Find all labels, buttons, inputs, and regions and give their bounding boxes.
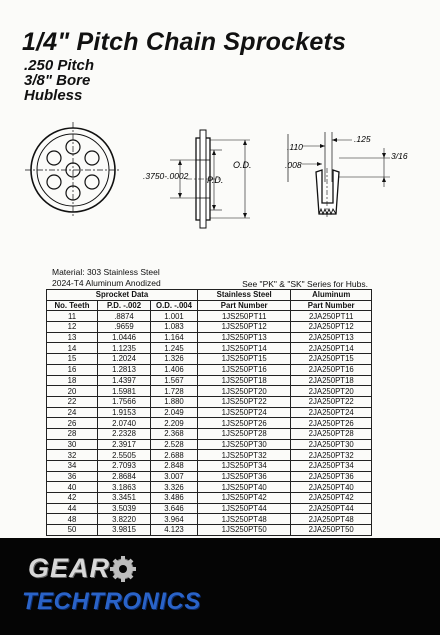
cell-al-part-number: 2JA250PT26	[291, 418, 372, 429]
table-row	[47, 396, 372, 407]
cell-teeth: 12	[47, 322, 98, 333]
table-row	[47, 482, 372, 493]
cell-teeth: 15	[47, 354, 98, 365]
cell-od: 2.688	[151, 450, 198, 461]
cell-od: 1.406	[151, 364, 198, 375]
cell-al-part-number: 2JA250PT18	[291, 375, 372, 386]
cell-ss-part-number: 1JS250PT20	[198, 386, 291, 397]
cell-al-part-number: 2JA250PT14	[291, 343, 372, 354]
sprocket-data-header: Sprocket Data	[47, 290, 198, 301]
od-label: O.D.	[233, 160, 252, 170]
cell-ss-part-number: 1JS250PT11	[198, 311, 291, 322]
tooth-detail-view	[285, 132, 408, 218]
cell-od: 2.049	[151, 407, 198, 418]
dimension-008: .008	[285, 160, 302, 170]
sprocket-front-view	[25, 122, 121, 218]
dimension-125: .125	[354, 134, 371, 144]
cell-od: 2.848	[151, 461, 198, 472]
cell-al-part-number: 2JA250PT48	[291, 514, 372, 525]
group-header-row	[47, 290, 372, 301]
cell-teeth: 16	[47, 364, 98, 375]
page-title: 1/4" Pitch Chain Sprockets	[22, 28, 347, 56]
cell-ss-part-number: 1JS250PT48	[198, 514, 291, 525]
cell-pd: .9659	[98, 322, 151, 333]
cell-al-part-number: 2JA250PT11	[291, 311, 372, 322]
cell-ss-part-number: 1JS250PT50	[198, 525, 291, 536]
cell-ss-part-number: 1JS250PT15	[198, 354, 291, 365]
col-header-od: O.D. -.004	[151, 300, 198, 311]
cell-pd: 1.5981	[98, 386, 151, 397]
cell-od: 1.164	[151, 332, 198, 343]
cell-ss-part-number: 1JS250PT13	[198, 332, 291, 343]
table-row	[47, 407, 372, 418]
table-row	[47, 322, 372, 333]
cell-teeth: 13	[47, 332, 98, 343]
cell-ss-part-number: 1JS250PT36	[198, 471, 291, 482]
table-row	[47, 525, 372, 536]
cell-ss-part-number: 1JS250PT12	[198, 322, 291, 333]
cell-al-part-number: 2JA250PT44	[291, 503, 372, 514]
cell-pd: 1.7566	[98, 396, 151, 407]
cell-pd: 1.4397	[98, 375, 151, 386]
gear-logo-icon	[110, 556, 136, 582]
cell-teeth: 32	[47, 450, 98, 461]
cell-al-part-number: 2JA250PT15	[291, 354, 372, 365]
cell-al-part-number: 2JA250PT20	[291, 386, 372, 397]
cell-pd: 1.1235	[98, 343, 151, 354]
cell-teeth: 18	[47, 375, 98, 386]
material-line-1: Material: 303 Stainless Steel	[52, 267, 160, 277]
sprocket-drawing	[0, 110, 440, 260]
cell-od: 2.209	[151, 418, 198, 429]
cell-teeth: 42	[47, 493, 98, 504]
cell-teeth: 34	[47, 461, 98, 472]
pd-label: P.D.	[207, 175, 224, 185]
dimension-110: .110	[287, 142, 303, 152]
cell-al-part-number: 2JA250PT22	[291, 396, 372, 407]
cell-od: 1.001	[151, 311, 198, 322]
sprocket-spec-table	[46, 289, 372, 536]
cell-teeth: 11	[47, 311, 98, 322]
cell-teeth: 20	[47, 386, 98, 397]
cell-od: 3.486	[151, 493, 198, 504]
aluminum-header: Aluminum	[291, 290, 372, 301]
table-row	[47, 364, 372, 375]
table-row	[47, 343, 372, 354]
cell-ss-part-number: 1JS250PT18	[198, 375, 291, 386]
table-row	[47, 428, 372, 439]
cell-al-part-number: 2JA250PT28	[291, 428, 372, 439]
cell-al-part-number: 2JA250PT16	[291, 364, 372, 375]
cell-ss-part-number: 1JS250PT24	[198, 407, 291, 418]
table-row	[47, 471, 372, 482]
material-line-2: 2024-T4 Aluminum Anodized	[52, 278, 161, 288]
sprocket-side-view	[143, 130, 252, 228]
cell-teeth: 48	[47, 514, 98, 525]
cell-pd: 2.8684	[98, 471, 151, 482]
cell-od: 2.528	[151, 439, 198, 450]
table-row	[47, 450, 372, 461]
cell-od: 1.245	[151, 343, 198, 354]
cell-pd: 1.9153	[98, 407, 151, 418]
cell-od: 1.326	[151, 354, 198, 365]
cell-pd: 3.5039	[98, 503, 151, 514]
cell-ss-part-number: 1JS250PT16	[198, 364, 291, 375]
cell-ss-part-number: 1JS250PT28	[198, 428, 291, 439]
cell-pd: 2.5505	[98, 450, 151, 461]
cell-teeth: 24	[47, 407, 98, 418]
cell-od: 2.368	[151, 428, 198, 439]
cell-ss-part-number: 1JS250PT14	[198, 343, 291, 354]
table-row	[47, 354, 372, 365]
cell-od: 1.880	[151, 396, 198, 407]
cell-ss-part-number: 1JS250PT40	[198, 482, 291, 493]
cell-al-part-number: 2JA250PT42	[291, 493, 372, 504]
cell-teeth: 28	[47, 428, 98, 439]
subtitle-pitch: .250 Pitch	[24, 57, 95, 74]
cell-ss-part-number: 1JS250PT26	[198, 418, 291, 429]
cell-al-part-number: 2JA250PT30	[291, 439, 372, 450]
table-row	[47, 439, 372, 450]
cell-teeth: 22	[47, 396, 98, 407]
cell-od: 1.083	[151, 322, 198, 333]
cell-od: 1.567	[151, 375, 198, 386]
cell-pd: 2.2328	[98, 428, 151, 439]
cell-ss-part-number: 1JS250PT44	[198, 503, 291, 514]
cell-al-part-number: 2JA250PT13	[291, 332, 372, 343]
cell-ss-part-number: 1JS250PT42	[198, 493, 291, 504]
cell-pd: 2.0740	[98, 418, 151, 429]
col-header-pd: P.D. -.002	[98, 300, 151, 311]
cell-pd: .8874	[98, 311, 151, 322]
cell-al-part-number: 2JA250PT40	[291, 482, 372, 493]
cell-al-part-number: 2JA250PT50	[291, 525, 372, 536]
table-row	[47, 461, 372, 472]
cell-od: 3.326	[151, 482, 198, 493]
col-header-al-part: Part Number	[291, 300, 372, 311]
cell-pd: 2.7093	[98, 461, 151, 472]
cell-al-part-number: 2JA250PT36	[291, 471, 372, 482]
cell-ss-part-number: 1JS250PT32	[198, 450, 291, 461]
cell-teeth: 30	[47, 439, 98, 450]
subtitle-bore: 3/8" Bore	[24, 72, 91, 89]
cell-ss-part-number: 1JS250PT30	[198, 439, 291, 450]
cell-pd: 1.2813	[98, 364, 151, 375]
cell-pd: 3.9815	[98, 525, 151, 536]
cell-teeth: 40	[47, 482, 98, 493]
table-row	[47, 514, 372, 525]
spec-table-body	[47, 311, 372, 535]
table-row	[47, 311, 372, 322]
cell-pd: 1.2024	[98, 354, 151, 365]
table-row	[47, 418, 372, 429]
cell-teeth: 50	[47, 525, 98, 536]
cell-al-part-number: 2JA250PT12	[291, 322, 372, 333]
dimension-316: 3/16	[391, 151, 408, 161]
table-row	[47, 493, 372, 504]
cell-pd: 3.8220	[98, 514, 151, 525]
column-header-row	[47, 300, 372, 311]
col-header-ss-part: Part Number	[198, 300, 291, 311]
cell-teeth: 26	[47, 418, 98, 429]
cell-od: 3.964	[151, 514, 198, 525]
table-row	[47, 375, 372, 386]
cell-od: 3.007	[151, 471, 198, 482]
cell-ss-part-number: 1JS250PT22	[198, 396, 291, 407]
stainless-steel-header: Stainless Steel	[198, 290, 291, 301]
cell-od: 1.728	[151, 386, 198, 397]
bore-dimension: .3750-.0002	[143, 171, 189, 181]
cell-od: 4.123	[151, 525, 198, 536]
table-row	[47, 503, 372, 514]
cell-teeth: 14	[47, 343, 98, 354]
cell-od: 3.646	[151, 503, 198, 514]
cell-pd: 3.1863	[98, 482, 151, 493]
logo-techtronics-text: TECHTRONICS	[22, 588, 201, 615]
cell-pd: 1.0446	[98, 332, 151, 343]
logo-gear-text: GEAR	[28, 553, 111, 583]
cell-teeth: 44	[47, 503, 98, 514]
subtitle-hubless: Hubless	[24, 87, 83, 104]
col-header-teeth: No. Teeth	[47, 300, 98, 311]
cell-al-part-number: 2JA250PT24	[291, 407, 372, 418]
cell-pd: 3.3451	[98, 493, 151, 504]
see-series-note: See "PK" & "SK" Series for Hubs.	[242, 279, 368, 289]
cell-al-part-number: 2JA250PT34	[291, 461, 372, 472]
cell-teeth: 36	[47, 471, 98, 482]
table-row	[47, 332, 372, 343]
cell-pd: 2.3917	[98, 439, 151, 450]
cell-al-part-number: 2JA250PT32	[291, 450, 372, 461]
table-row	[47, 386, 372, 397]
cell-ss-part-number: 1JS250PT34	[198, 461, 291, 472]
